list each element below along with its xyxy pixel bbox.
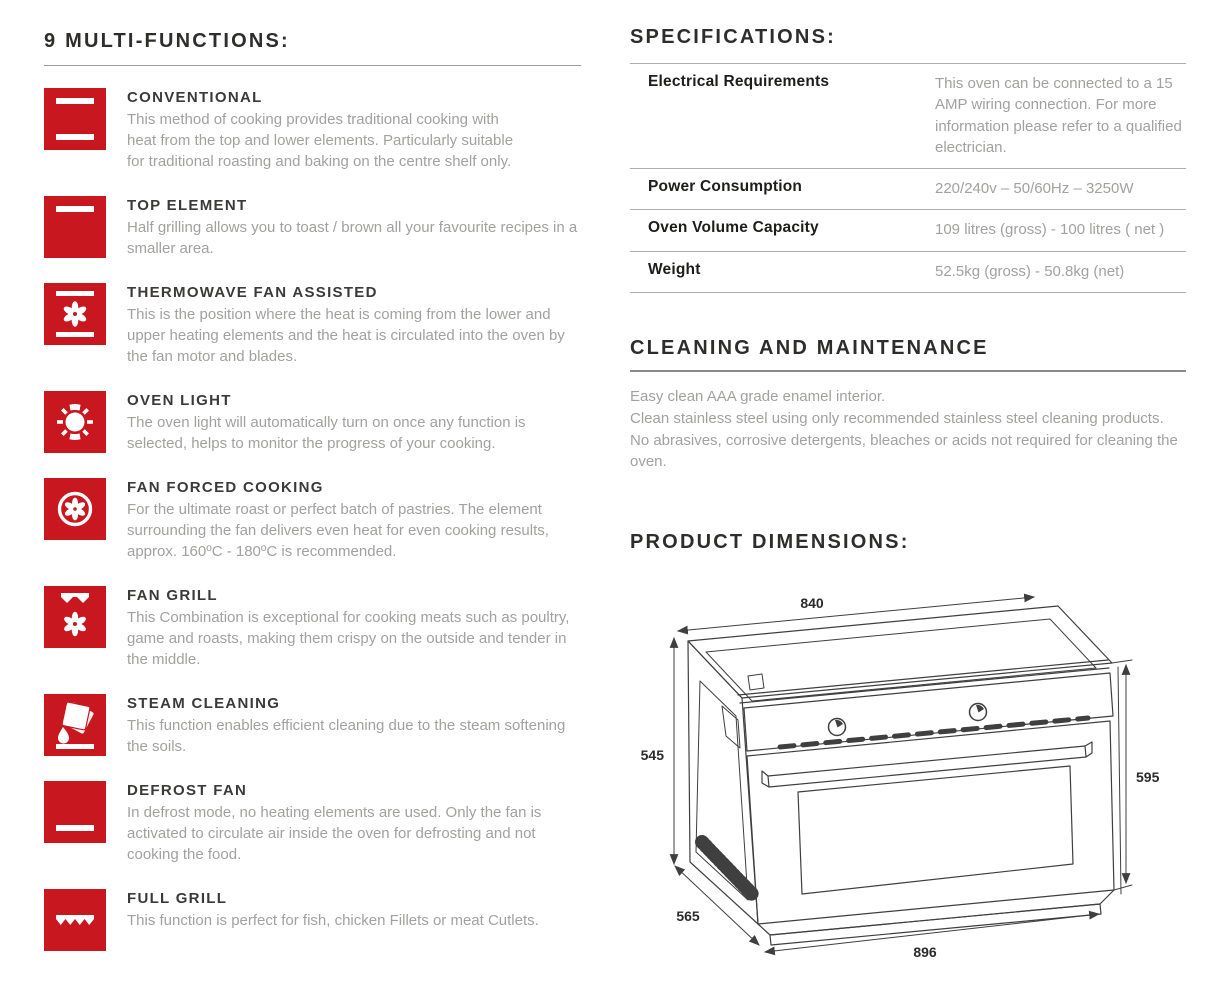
- spec-label: Oven Volume Capacity: [648, 219, 819, 237]
- oven-dimension-diagram: [630, 564, 1186, 994]
- spec-value: 220/240v – 50/60Hz – 3250W: [935, 180, 1134, 198]
- cleaning-line-2: Clean stainless steel using only recommended stainless steel cleaning products. No abrasives, corrosive detergents, bleaches or acids not required for cleaning the oven.: [630, 409, 1178, 471]
- spec-value: 109 litres (gross) - 100 litres ( net ): [935, 221, 1165, 239]
- conventional-icon: [44, 88, 106, 150]
- product-dimensions-heading: PRODUCT DIMENSIONS:: [630, 531, 910, 554]
- function-description: This function enables efficient cleaning due to the steam softening the soils.: [127, 717, 566, 755]
- function-title: THERMOWAVE FAN ASSISTED: [127, 284, 378, 301]
- function-title: FAN GRILL: [127, 587, 218, 604]
- function-item-fan-grill: [44, 586, 581, 670]
- function-description: For the ultimate roast or perfect batch of pastries. The element surrounding the fan delivers even heat for even cooking results, approx. 160ºC - 180ºC is recommended.: [127, 501, 549, 560]
- dim-label-depth: 565: [676, 908, 700, 925]
- function-description: This method of cooking provides traditional cooking with heat from the top and lower elements. Particularly suitable for traditional roasting and baking on the centre shelf only.: [127, 111, 514, 170]
- function-item-defrost-fan: [44, 781, 581, 865]
- dim-label-left-height: 545: [640, 747, 664, 764]
- function-title: CONVENTIONAL: [127, 89, 263, 106]
- spec-label: Electrical Requirements: [648, 73, 830, 90]
- spec-row-weight: [630, 251, 1186, 292]
- cleaning-section: [630, 337, 1186, 473]
- top-element-icon: [44, 196, 106, 258]
- full-grill-icon: [44, 889, 106, 951]
- function-title: OVEN LIGHT: [127, 392, 232, 409]
- fan-grill-icon: [44, 586, 106, 648]
- cleaning-line-1: Easy clean AAA grade enamel interior.: [630, 388, 886, 406]
- defrost-fan-icon: [44, 781, 106, 843]
- dim-label-top-width: 840: [800, 595, 824, 612]
- multi-functions-list: [44, 88, 581, 951]
- steam-cleaning-icon: [44, 694, 106, 756]
- oven-top-face: [688, 606, 1112, 698]
- spec-label: Power Consumption: [648, 178, 803, 196]
- function-description: Half grilling allows you to toast / brown all your favourite recipes in a smaller area.: [127, 219, 578, 257]
- function-title: STEAM CLEANING: [127, 695, 281, 712]
- fan-forced-icon: [44, 478, 106, 540]
- cleaning-heading: CLEANING AND MAINTENANCE: [630, 337, 989, 360]
- oven-light-icon: [44, 391, 106, 453]
- spec-row-electrical: [630, 64, 1186, 169]
- function-item-full-grill: [44, 889, 581, 951]
- function-description: This function is perfect for fish, chicken Fillets or meat Cutlets.: [127, 912, 539, 929]
- function-item-oven-light: [44, 391, 581, 454]
- cleaning-divider: [630, 370, 1186, 372]
- product-dimensions-section: [630, 531, 1186, 994]
- spec-row-volume: [630, 210, 1186, 251]
- oven-knob-left: [829, 719, 846, 736]
- function-description: This Combination is exceptional for cooking meats such as poultry, game and roasts, making them crispy on the outside and tender in the middle.: [127, 609, 570, 668]
- oven-knob-right: [970, 704, 987, 721]
- function-item-top-element: [44, 196, 581, 259]
- specifications-table: [630, 63, 1186, 293]
- function-description: In defrost mode, no heating elements are used. Only the fan is activated to circulate air inside the oven for defrosting and not cooking the food.: [127, 804, 542, 863]
- spec-label: Weight: [648, 260, 701, 278]
- function-title: DEFROST FAN: [127, 782, 248, 799]
- panel-vent-slots: [780, 718, 1088, 747]
- oven-top-recess: [706, 619, 1096, 701]
- specifications-heading: SPECIFICATIONS:: [630, 26, 836, 48]
- dim-label-bottom-width: 896: [913, 944, 937, 961]
- function-item-fan-forced: [44, 478, 581, 562]
- right-column: [630, 26, 1186, 994]
- spec-value: 52.5kg (gross) - 50.8kg (net): [935, 262, 1125, 280]
- heading-divider: [44, 65, 581, 66]
- multi-functions-heading: 9 MULTI-FUNCTIONS:: [44, 30, 290, 52]
- dim-label-right-height: 595: [1136, 769, 1160, 786]
- function-title: FULL GRILL: [127, 890, 228, 907]
- function-item-conventional: [44, 88, 581, 172]
- function-item-steam-cleaning: [44, 694, 581, 757]
- function-description: This is the position where the heat is coming from the lower and upper heating elements and the heat is circulated into the oven by the fan motor and blades.: [127, 306, 565, 365]
- spec-value: This oven can be connected to a 15 AMP wiring connection. For more information please refer to a qualified electrician.: [935, 75, 1182, 156]
- function-description: The oven light will automatically turn on once any function is selected, helps to monitor the progress of your cooking.: [127, 414, 526, 452]
- thermowave-fan-icon: [44, 283, 106, 345]
- function-item-thermowave: [44, 283, 581, 367]
- spec-row-power: [630, 169, 1186, 210]
- oven-door-window: [798, 766, 1073, 894]
- multi-functions-section: [44, 30, 581, 975]
- function-title: FAN FORCED COOKING: [127, 479, 324, 496]
- function-title: TOP ELEMENT: [127, 197, 248, 214]
